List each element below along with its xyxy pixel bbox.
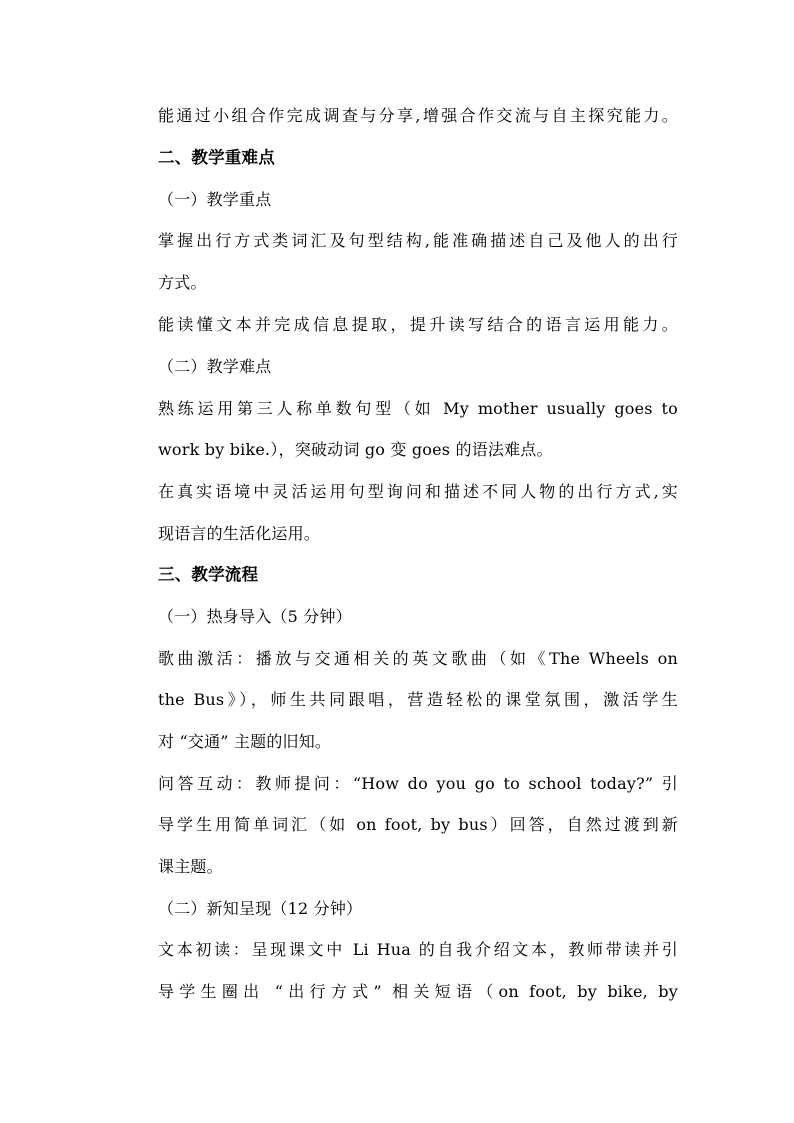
paragraph-line: 能通过小组合作完成调查与分享,增强合作交流与自主探究能力。 [158,106,678,125]
section-heading: 二、教学重难点 [158,148,275,167]
paragraph-line: 熟练运用第三人称单数句型（如 My mother usually goes to [158,399,678,418]
paragraph-line: 掌握出行方式类词汇及句型结构,能准确描述自己及他人的出行 [158,231,678,250]
paragraph-line: 对 “交通” 主题的旧知。 [158,732,332,751]
paragraph-line: 课主题。 [158,857,223,876]
paragraph-line: 现语言的生活化运用。 [158,524,321,543]
paragraph-line: 问答互动：教师提问：“How do you go to school today?” 引 [158,774,678,793]
paragraph-line: 歌曲激活：播放与交通相关的英文歌曲（如《The Wheels on [158,649,678,668]
paragraph-line: 文本初读：呈现课文中 Li Hua 的自我介绍文本，教师带读并引 [158,940,678,959]
subsection-heading: （一）热身导入（5 分钟） [158,607,352,626]
subsection-heading: （二）教学难点 [158,357,272,376]
paragraph-line: work by bike.），突破动词 go 变 goes 的语法难点。 [158,440,553,459]
subsection-heading: （二）新知呈现（12 分钟） [158,899,363,918]
paragraph-line: 导学生用简单词汇（如 on foot, by bus）回答，自然过渡到新 [158,815,678,834]
section-heading: 三、教学流程 [158,565,259,584]
paragraph-line: 能读懂文本并完成信息提取，提升读写结合的语言运用能力。 [158,315,678,334]
paragraph-line: 导学生圈出 “出行方式” 相关短语（on foot, by bike, by [158,982,678,1001]
subsection-heading: （一）教学重点 [158,190,272,209]
paragraph-line: 在真实语境中灵活运用句型询问和描述不同人物的出行方式,实 [158,482,678,501]
paragraph-line: the Bus》），师生共同跟唱，营造轻松的课堂氛围，激活学生 [158,690,678,709]
paragraph-line: 方式。 [158,273,207,292]
